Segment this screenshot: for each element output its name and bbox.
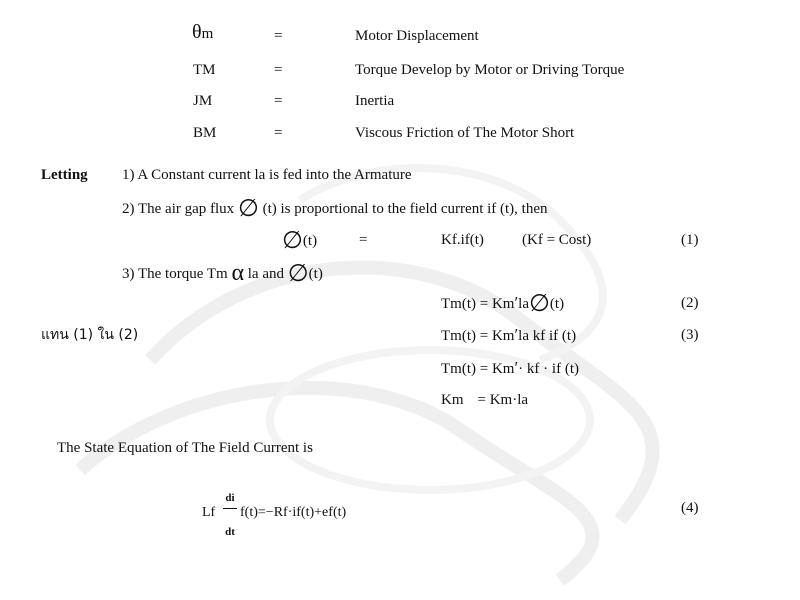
def-row-1-desc: Motor Displacement <box>355 28 479 44</box>
equation-3: Tm(t) = Km′la kf if (t) <box>441 325 577 344</box>
letting-item-3: 3) The torque Tm α la and ∅(t) <box>122 260 323 287</box>
def-row-3-desc: Inertia <box>355 93 395 109</box>
alpha-symbol: α <box>231 260 245 286</box>
def-row-3-equals: = <box>274 93 283 109</box>
equation-1-number: (1) <box>681 232 699 248</box>
equation-2-number: (2) <box>681 295 699 311</box>
def-row-1-symbol: θm <box>192 21 214 43</box>
equation-4-denominator: dt <box>225 526 235 538</box>
state-equation-text: The State Equation of The Field Current is <box>57 440 313 456</box>
equation-3-number: (3) <box>681 327 699 343</box>
equation-3b: Tm(t) = Km′· kf · if (t) <box>441 358 579 377</box>
letting-item-1: 1) A Constant current la is fed into the Armature <box>122 167 412 183</box>
equation-4-numerator: di <box>225 492 235 504</box>
def-row-4-symbol: BM <box>193 125 217 141</box>
equation-1-rhs: Kf.if(t) <box>441 232 484 248</box>
equation-4-rhs: f(t)=−Rf·if(t)+ef(t) <box>240 505 347 520</box>
letting-heading: Letting <box>41 167 88 183</box>
def-row-2-equals: = <box>274 62 283 78</box>
equation-1-equals: = <box>359 232 368 248</box>
equation-4-fraction-bar <box>223 508 237 509</box>
equation-1-note: (Kf = Cost) <box>522 232 592 248</box>
def-row-4-desc: Viscous Friction of The Motor Short <box>355 125 575 141</box>
equation-2: Tm(t) = Km′la∅(t) <box>441 291 565 317</box>
km-definition: Km = Km·la <box>441 392 529 408</box>
def-row-1-equals: = <box>274 28 283 44</box>
def-row-3-symbol: JM <box>193 93 213 109</box>
def-row-2-desc: Torque Develop by Motor or Driving Torque <box>355 62 625 78</box>
equation-4-lf: Lf <box>202 505 216 520</box>
equation-4-number: (4) <box>681 500 699 516</box>
def-row-2-symbol: TM <box>193 62 216 78</box>
substitute-note: แทน (1) ใน (2) <box>41 327 139 343</box>
letting-item-2: 2) The air gap flux ∅ (t) is proportional to the field current if (t), then <box>122 196 548 222</box>
def-row-4-equals: = <box>274 125 283 141</box>
empty-set-symbol: ∅ <box>237 196 259 222</box>
equation-1-lhs: ∅(t) <box>282 228 318 254</box>
